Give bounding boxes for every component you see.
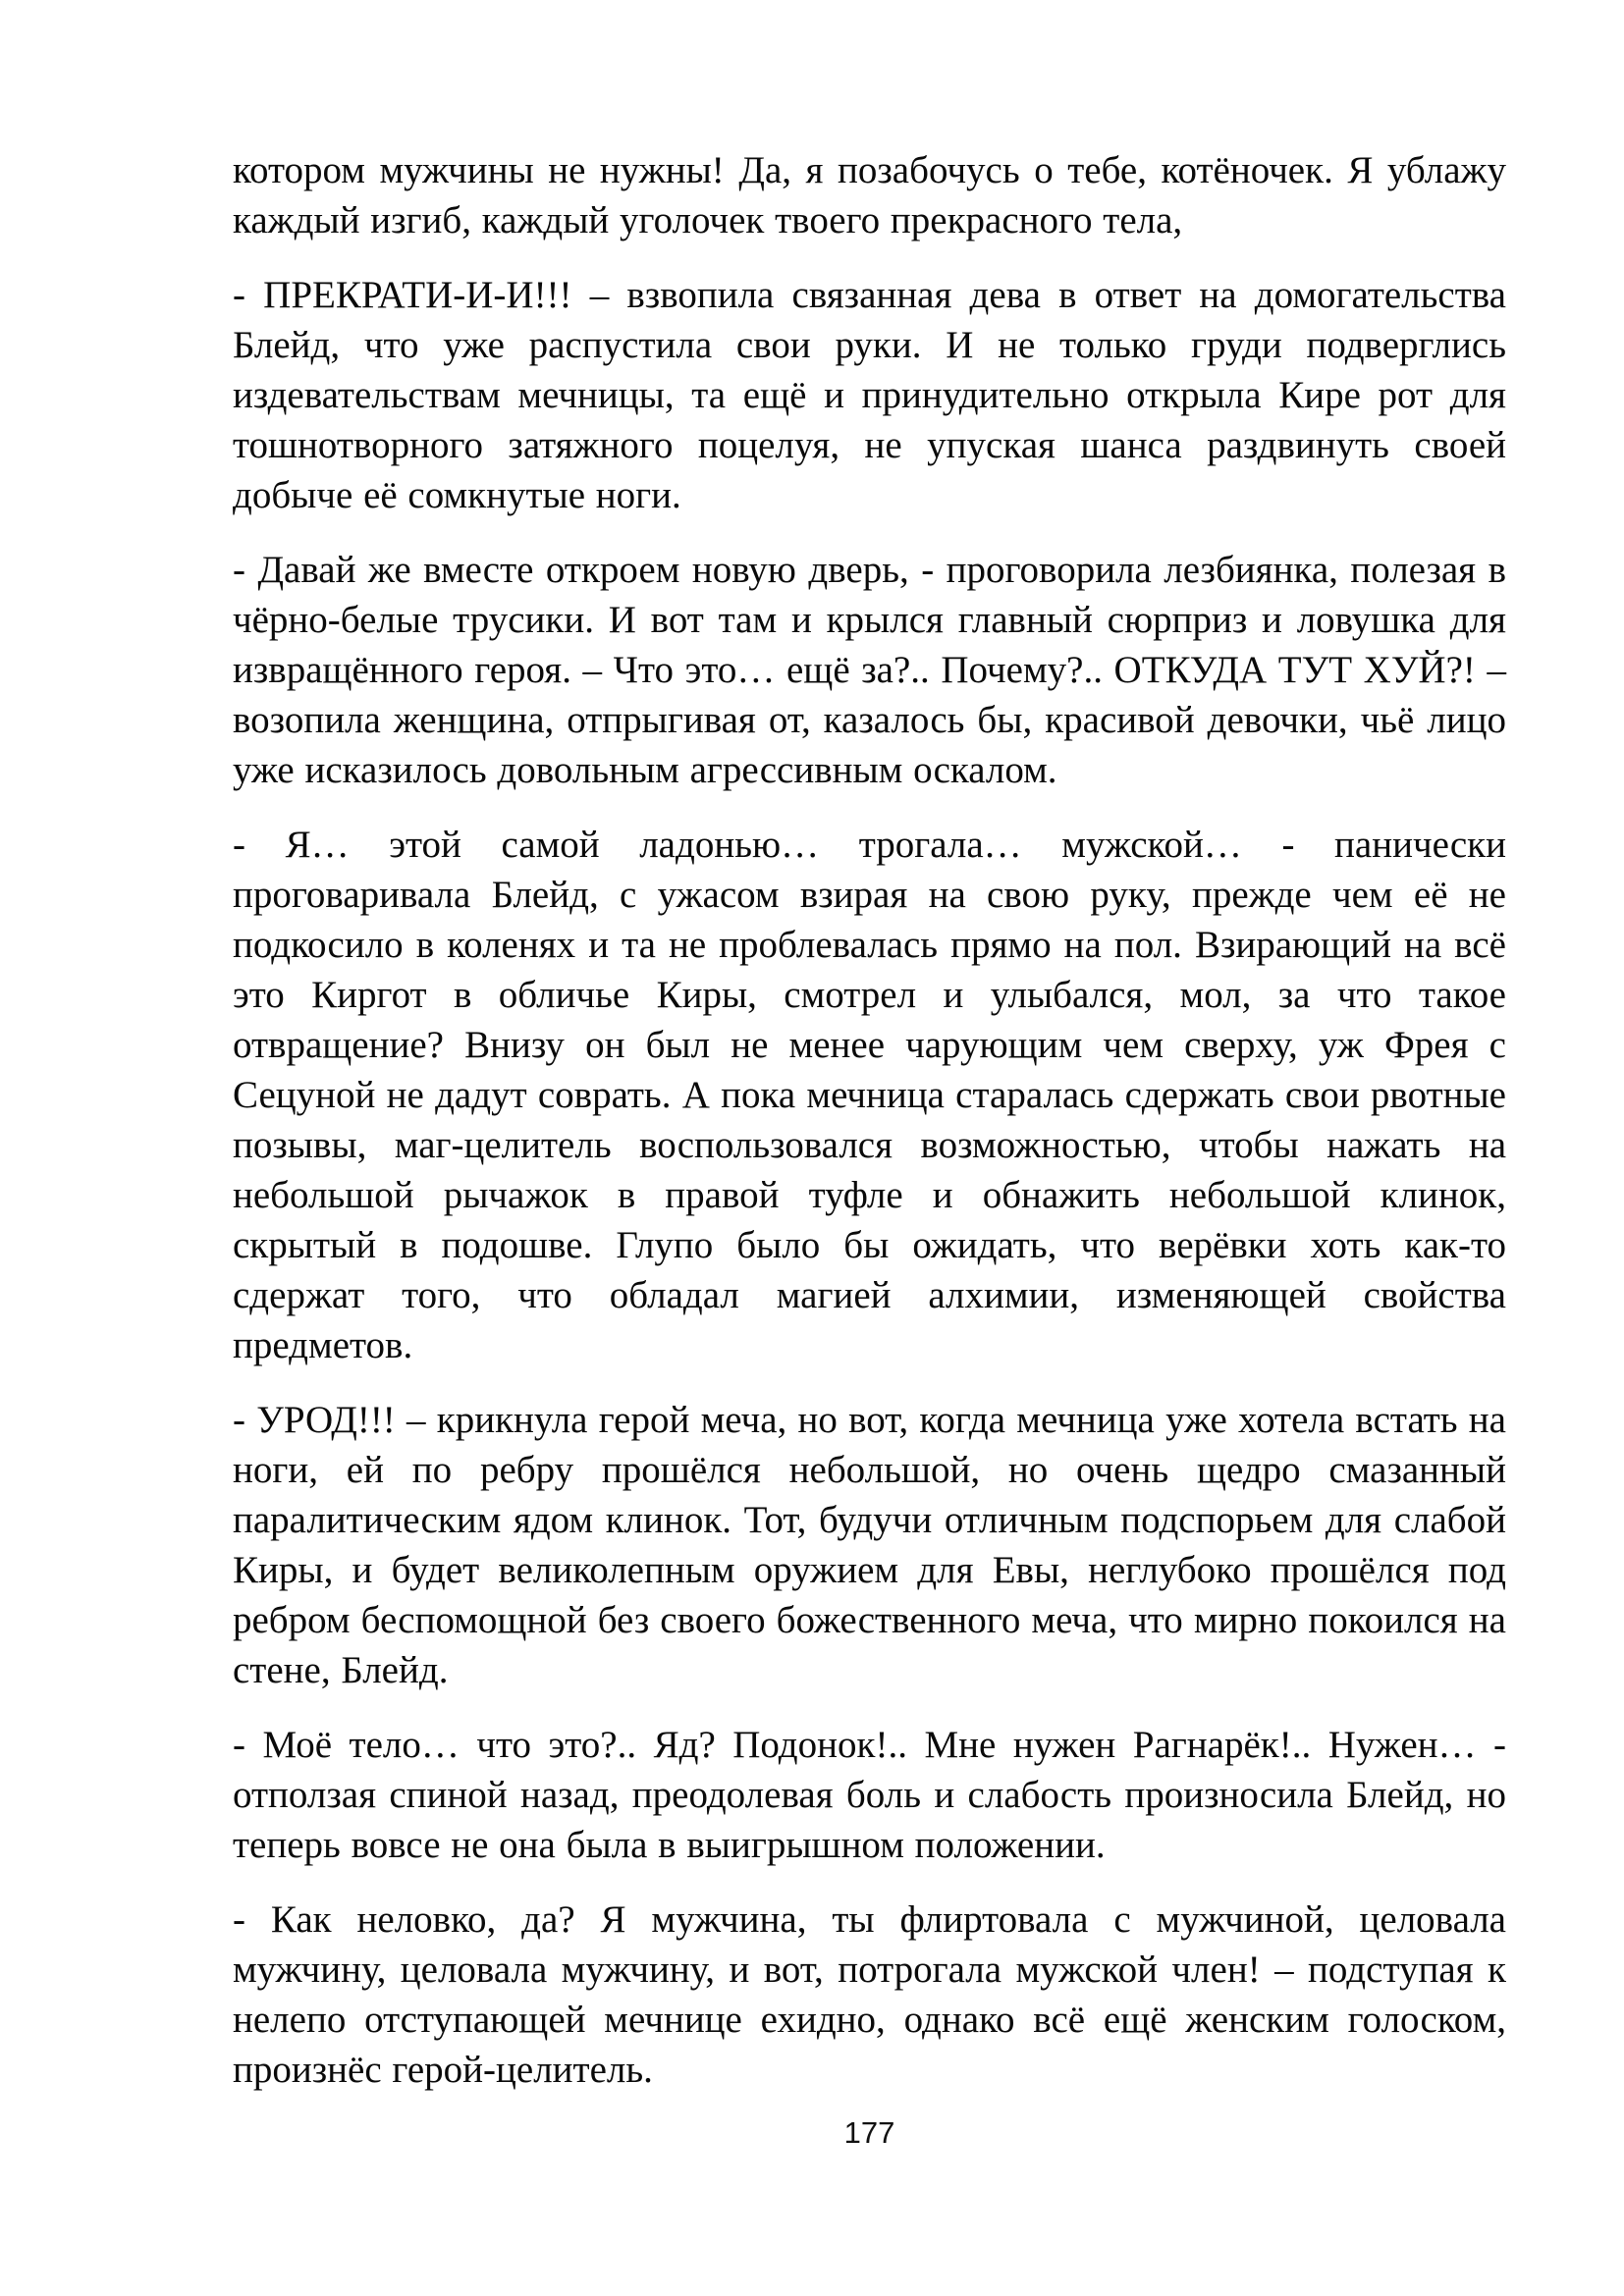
paragraph-1: котором мужчины не нужны! Да, я позабочусь о тебе, котёночек. Я ублажу каждый изгиб, каждый уголочек твоего прекрасного тела, <box>233 149 1506 241</box>
paragraph-7: - Как неловко, да? Я мужчина, ты флиртовала с мужчиной, целовала мужчину, целовала мужчину, и вот, потрогала мужской член! – подступая к нелепо отступающей мечнице ехидно, однако всё ещё женским голоском, произнёс герой-целитель. <box>233 1898 1506 2091</box>
paragraph-6: - Моё тело… что это?.. Яд? Подонок!.. Мне нужен Рагнарёк!.. Нужен… - отползая спиной назад, преодолевая боль и слабость произносила Блейд, но теперь вовсе не она была в выигрышном положении. <box>233 1724 1506 1866</box>
page-number: 177 <box>843 2115 895 2150</box>
paragraph-3: - Давай же вместе откроем новую дверь, - проговорила лезбиянка, полезая в чёрно-белые трусики. И вот там и крылся главный сюрприз и ловушка для извращённого героя. – Что это… ещё за?.. Почему?.. ОТКУДА ТУТ ХУЙ?! – возопила женщина, отпрыгивая от, казалось бы, красивой девочки, чьё лицо уже исказилось довольным агрессивным оскалом. <box>233 549 1506 791</box>
text-block <box>233 145 1506 2095</box>
paragraph-4: - Я… этой самой ладонью… трогала… мужской… - панически проговаривала Блейд, с ужасом взирая на свою руку, прежде чем её не подкосило в коленях и та не проблевалась прямо на пол. Взирающий на всё это Киргот в обличье Киры, смотрел и улыбался, мол, за что такое отвращение? Внизу он был не менее чарующим чем сверху, уж Фрея с Сецуной не дадут соврать. А пока мечница старалась сдержать свои рвотные позывы, маг-целитель воспользовался возможностью, чтобы нажать на небольшой рычажок в правой туфле и обнажить небольшой клинок, скрытый в подошве. Глупо было бы ожидать, что верёвки хоть как-то сдержат того, что обладал магией алхимии, изменяющей свойства предметов. <box>233 824 1506 1366</box>
page-footer <box>233 2116 1506 2150</box>
paragraph-5: - УРОД!!! – крикнула герой меча, но вот, когда мечница уже хотела встать на ноги, ей по ребру прошёлся небольшой, но очень щедро смазанный паралитическим ядом клинок. Тот, будучи отличным подспорьем для слабой Киры, и будет великолепным оружием для Евы, неглубоко прошёлся под ребром беспомощной без своего божественного меча, что мирно покоился на стене, Блейд. <box>233 1399 1506 1691</box>
paragraph-2: - ПРЕКРАТИ-И-И!!! – взвопила связанная дева в ответ на домогательства Блейд, что уже распустила свои руки. И не только груди подверглись издевательствам мечницы, та ещё и принудительно открыла Кире рот для тошнотворного затяжного поцелуя, не упуская шанса раздвинуть своей добыче её сомкнутые ноги. <box>233 274 1506 516</box>
